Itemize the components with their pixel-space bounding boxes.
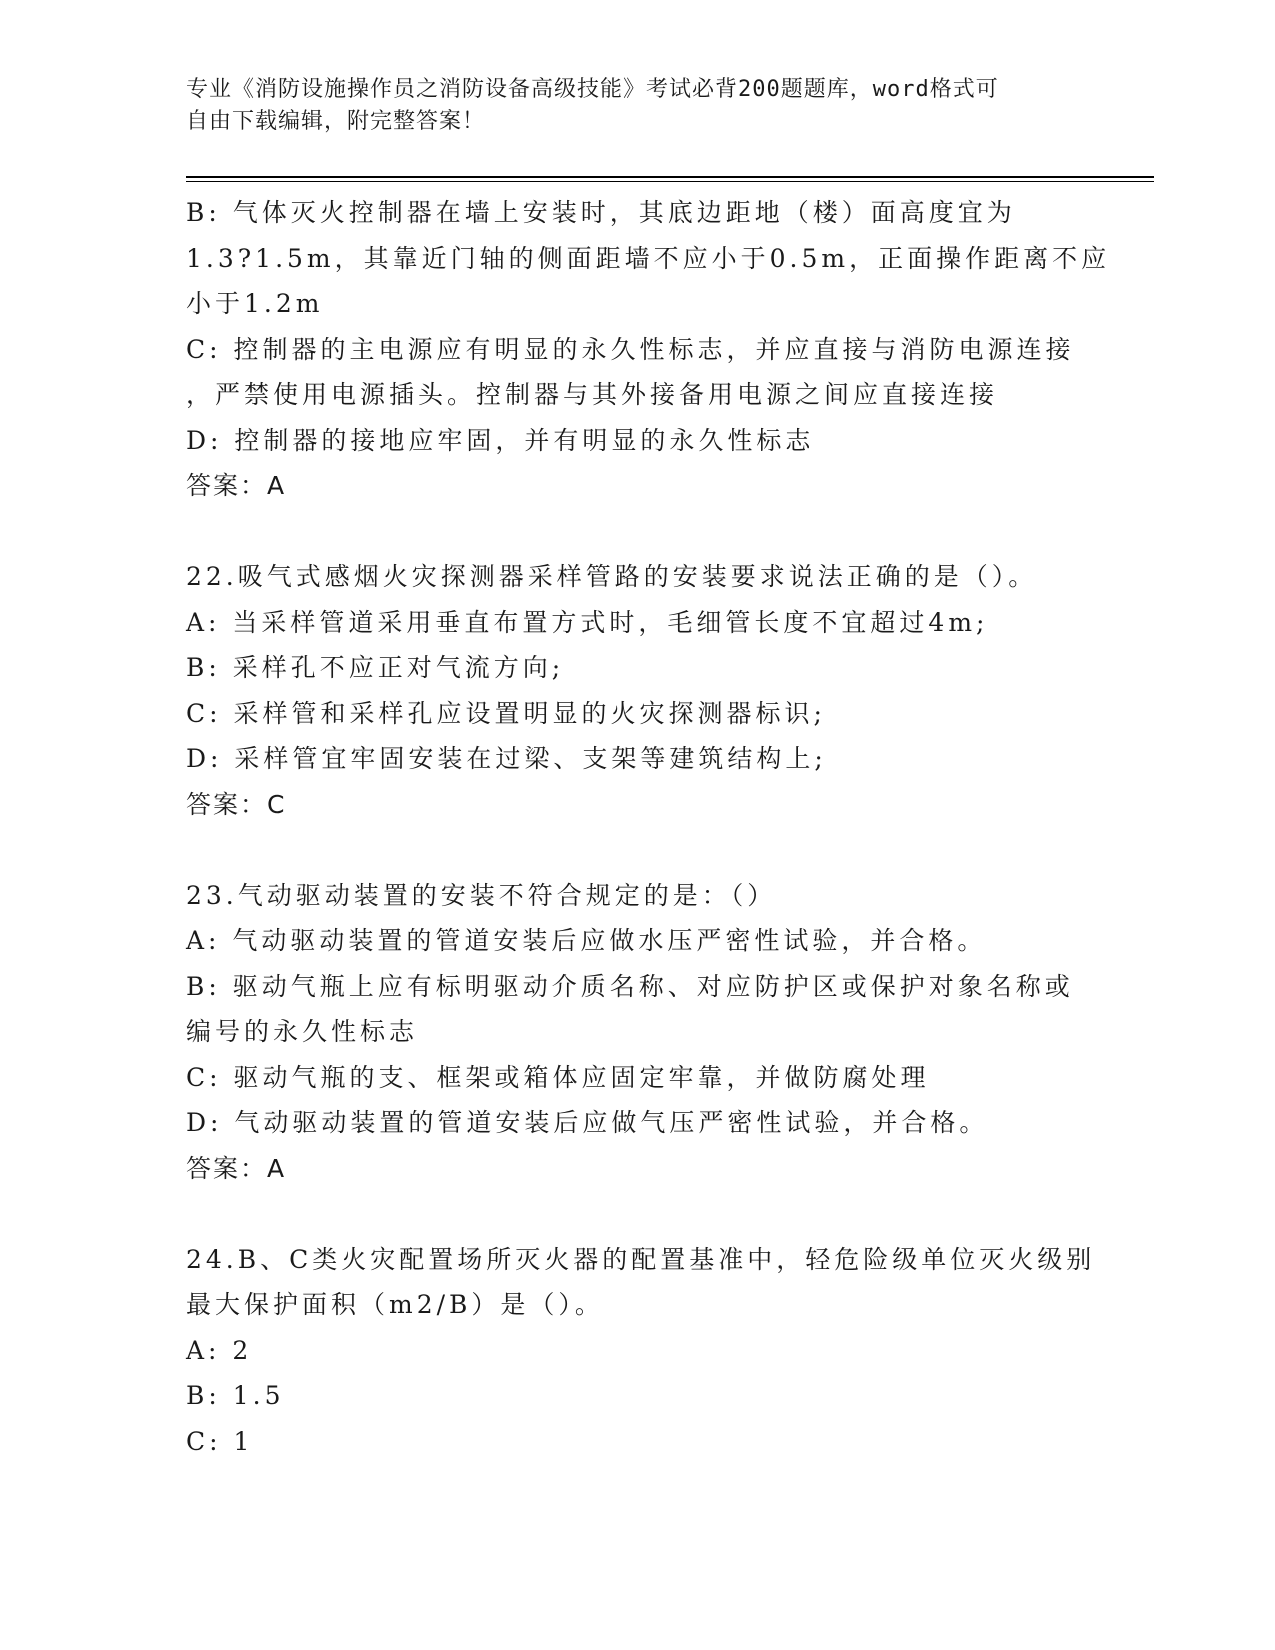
option-d-line: D: 控制器的接地应牢固，并有明显的永久性标志 — [186, 425, 815, 455]
option-b-line: B: 驱动气瓶上应有标明驱动介质名称、对应防护区或保护对象名称或 — [186, 971, 1074, 1001]
document-body — [186, 190, 1111, 1464]
header-rule-thin — [186, 181, 1154, 182]
option-d: D: 采样管宜牢固安装在过梁、支架等建筑结构上; — [186, 744, 827, 773]
option-c-line: ，严禁使用电源插头。控制器与其外接备用电源之间应直接连接 — [186, 380, 999, 409]
option-b: B: 采样孔不应正对气流方向; — [186, 653, 565, 682]
question-24 — [186, 1237, 1096, 1465]
question-text: 23.气动驱动装置的安装不符合规定的是：（） — [186, 880, 777, 910]
option-c-line: C: 控制器的主电源应有明显的永久性标志，并应直接与消防电源连接 — [186, 334, 1075, 364]
option-d: D: 气动驱动装置的管道安装后应做气压严密性试验，并合格。 — [186, 1108, 989, 1137]
answer-line: 答案：A — [186, 471, 287, 500]
answer-line: 答案：A — [186, 1153, 287, 1183]
question-text-line: 最大保护面积（m2/B）是（）。 — [186, 1290, 604, 1319]
spacer — [186, 1191, 1086, 1237]
question-text: 22.吸气式感烟火灾探测器采样管路的安装要求说法正确的是（）。 — [186, 562, 1038, 591]
spacer — [186, 827, 1086, 873]
answer-line: 答案：C — [186, 789, 287, 819]
option-c: C: 驱动气瓶的支、框架或箱体应固定牢靠，并做防腐处理 — [186, 1062, 930, 1092]
question-21-continuation — [186, 190, 1111, 509]
option-b: B: 1.5 — [186, 1381, 285, 1410]
option-a: A: 当采样管道采用垂直布置方式时，毛细管长度不宜超过4m; — [186, 607, 989, 637]
question-23 — [186, 873, 1086, 1192]
question-text-line: 24.B、C类火灾配置场所灭火器的配置基准中，轻危险级单位灭火级别 — [186, 1244, 1096, 1274]
option-b-line: 1.3?1.5m，其靠近门轴的侧面距墙不应小于0.5m，正面操作距离不应 — [186, 243, 1111, 273]
option-b-line: B: 气体灭火控制器在墙上安装时，其底边距地（楼）面高度宜为 — [186, 198, 1016, 227]
option-a: A: 气动驱动装置的管道安装后应做水压严密性试验，并合格。 — [186, 926, 987, 955]
option-a: A: 2 — [186, 1335, 253, 1365]
question-22 — [186, 554, 1086, 827]
option-b-line: 编号的永久性标志 — [186, 1017, 419, 1046]
option-c: C: 采样管和采样孔应设置明显的火灾探测器标识; — [186, 698, 826, 728]
spacer — [186, 509, 1086, 555]
document-header — [186, 74, 1066, 138]
header-rule-thick — [186, 176, 1154, 178]
header-line-2: 自由下载编辑，附完整答案！ — [186, 109, 486, 134]
option-b-line: 小于1.2m — [186, 289, 324, 318]
option-c: C: 1 — [186, 1426, 254, 1456]
header-line-1: 专业《消防设施操作员之消防设备高级技能》考试必背200题题库，word格式可 — [186, 77, 999, 102]
